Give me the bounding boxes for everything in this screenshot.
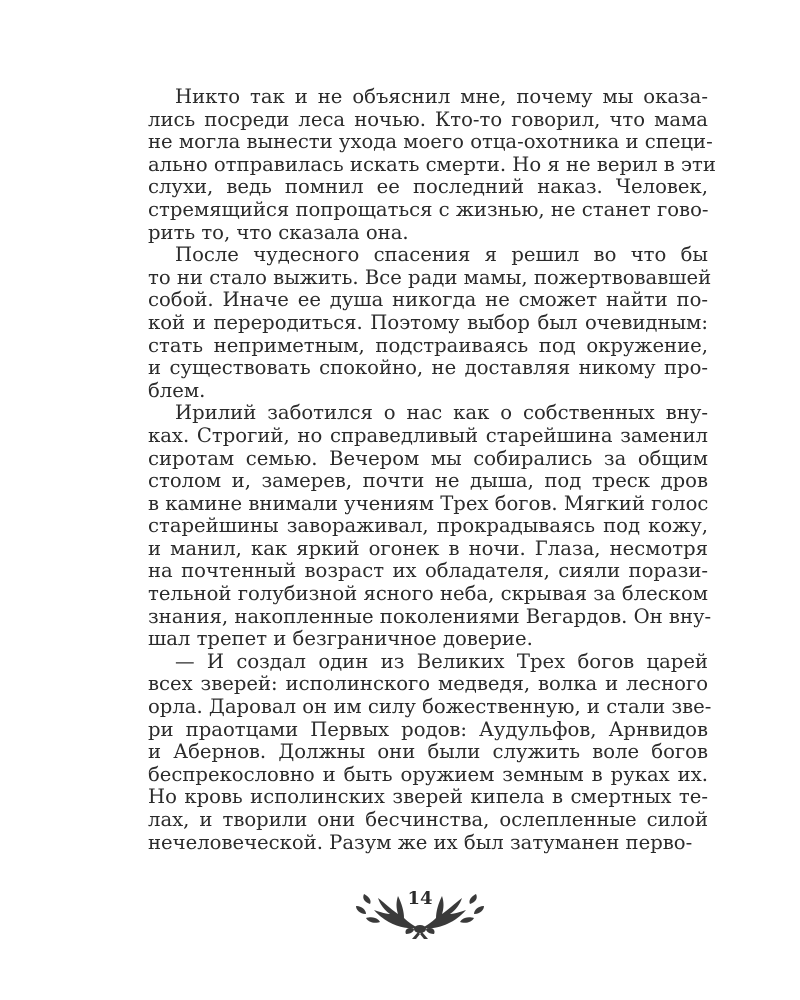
text-line: шал трепет и безграничное доверие. <box>148 627 533 651</box>
text-line: знания, накопленные поколениями Вегардов. Он вну- <box>148 604 712 628</box>
paragraph <box>148 649 712 854</box>
text-line: блем. <box>148 378 206 402</box>
text-line: Но кровь исполинских зверей кипела в смертных те- <box>148 785 708 809</box>
page-number: 14 <box>407 888 433 909</box>
text-line: не могла вынести ухода моего отца-охотника и специ- <box>148 130 713 154</box>
text-line: старейшины завораживал, прокрадываясь под кожу, <box>148 514 708 538</box>
text-line: слухи, ведь помнил ее последний наказ. Человек, <box>148 175 708 199</box>
text-line: — И создал один из Великих Трех богов царей <box>175 649 708 673</box>
text-line: нечеловеческой. Разум же их был затуманен перво- <box>148 830 693 854</box>
paragraph <box>148 85 716 244</box>
text-line: и существовать спокойно, не доставляя никому про- <box>148 356 708 380</box>
text-line: стремящийся попрощаться с жизнью, не станет гово- <box>148 197 709 221</box>
text-line: собой. Иначе ее душа никогда не сможет найти по- <box>148 288 708 312</box>
text-line: ках. Строгий, но справедливый старейшина заменил <box>148 423 708 447</box>
text-line: то ни стало выжить. Все ради мамы, пожертвовавшей <box>148 265 712 289</box>
text-line: орла. Даровал он им силу божественную, и стали зве- <box>148 695 712 719</box>
text-line: сиротам семью. Вечером мы собирались за общим <box>148 446 708 470</box>
page-footer <box>340 884 500 940</box>
paragraph <box>148 401 712 651</box>
text-line: ри праотцами Первых родов: Аудульфов, Арнвидов <box>148 717 708 741</box>
text-line: столом и, замерев, почти не дыша, под треск дров <box>148 469 708 493</box>
text-line: ально отправилась искать смерти. Но я не верил в эти <box>148 152 716 176</box>
paragraph <box>148 243 712 402</box>
text-line: После чудесного спасения я решил во что бы <box>175 243 708 267</box>
text-line: на почтенный возраст их обладателя, сияли порази- <box>148 559 708 583</box>
text-line: стать неприметным, подстраиваясь под окружение, <box>148 333 708 357</box>
text-line: кой и переродиться. Поэтому выбор был очевидным: <box>148 310 708 334</box>
text-line: и Абернов. Должны они были служить воле богов <box>148 740 708 764</box>
text-line: рить то, что сказала она. <box>148 220 409 244</box>
text-line: всех зверей: исполинского медведя, волка и лесного <box>148 672 708 696</box>
body-text <box>148 85 716 854</box>
text-line: лах, и творили они бесчинства, ослепленные силой <box>148 808 708 831</box>
text-line: Ирилий заботился о нас как о собственных вну- <box>175 401 708 425</box>
text-line: Никто так и не объяснил мне, почему мы оказа- <box>175 85 708 108</box>
text-line: тельной голубизной ясного неба, скрывая за блеском <box>148 582 708 606</box>
text-line: в камине внимали учениям Трех богов. Мягкий голос <box>148 491 709 515</box>
text-line: беспрекословно и быть оружием земным в руках их. <box>148 762 708 786</box>
text-line: лись посреди леса ночью. Кто-то говорил, что мама <box>148 107 708 131</box>
text-line: и манил, как яркий огонек в ночи. Глаза, несмотря <box>148 536 708 560</box>
